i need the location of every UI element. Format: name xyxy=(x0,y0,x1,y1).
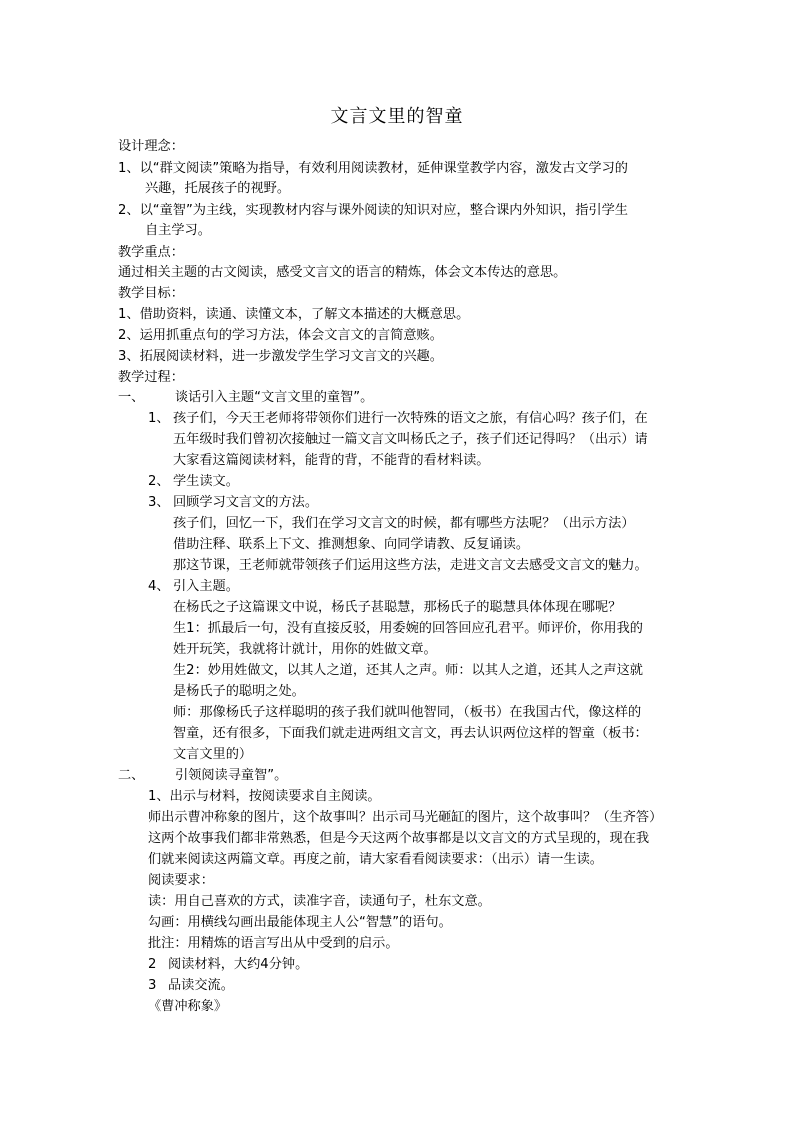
part-2-para-1: 师出示曹冲称象的图片，这个故事叫？出示司马光砸缸的图片，这个故事叫？（生齐答） xyxy=(148,810,663,825)
step-4-para-1: 在杨氏之子这篇课文中说，杨氏子甚聪慧，那杨氏子的聪慧具体体现在哪呢？ xyxy=(173,600,622,615)
text-title-cao-chong: 《曹冲称象》 xyxy=(148,999,228,1014)
step-1-text-cont-1: 五年级时我们曾初次接触过一篇文言文叫杨氏之子，孩子们还记得吗？（出示）请 xyxy=(173,432,648,447)
design-concept-item-2-cont: 自主学习。 xyxy=(145,223,211,238)
teaching-goal-2: 2、运用抓重点句的学习方法，体会文言文的言简意赅。 xyxy=(118,328,443,343)
step-4-teacher: 师：那像杨氏子这样聪明的孩子我们就叫他智同，（板书）在我国古代，像这样的 xyxy=(173,705,642,720)
step-3-para-1: 孩子们，回忆一下，我们在学习文言文的时候，都有哪些方法呢？（出示方法） xyxy=(173,516,635,531)
step-4-student-2: 生2：妙用姓做文，以其人之道，还其人之声。师：以其人之道，还其人之声这就 xyxy=(173,663,643,678)
step-3-para-2: 借助注释、联系上下文、推测想象、向同学请教、反复诵读。 xyxy=(173,537,530,552)
part-2-para-2: 这两个故事我们都非常熟悉，但是今天这两个故事都是以文言文的方式呈现的，现在我 xyxy=(148,831,650,846)
section-heading-teaching-goals: 教学目标： xyxy=(118,286,184,301)
section-heading-design-concept: 设计理念： xyxy=(118,139,184,154)
document-title: 文言文里的智童 xyxy=(330,106,464,127)
teaching-goal-1: 1、借助资料，读通、读懂文本，了解文本描述的大概意思。 xyxy=(118,307,470,322)
requirement-underline: 勾画：用横线勾画出最能体现主人公“智慧”的语句。 xyxy=(148,915,452,930)
section-heading-teaching-process: 教学过程： xyxy=(118,370,184,385)
process-part-1-number: 一、 xyxy=(118,390,145,405)
process-part-2-number: 二、 xyxy=(118,768,145,783)
part-2-para-3: 们就来阅读这两篇文章。再度之前，请大家看看阅读要求：（出示）请一生读。 xyxy=(148,852,603,867)
step-3-number: 3、 xyxy=(148,495,170,510)
requirement-annotate: 批注：用精炼的语言写出从中受到的启示。 xyxy=(148,936,399,951)
step-4-student-2-cont: 是杨氏子的聪明之处。 xyxy=(173,684,305,699)
step-2-number: 2、 xyxy=(148,474,170,489)
step-4-student-1: 生1：抓最后一句，没有直接反驳，用委婉的回答回应孔君平。师评价，你用我的 xyxy=(173,621,643,636)
step-1-text: 孩子们，今天王老师将带领你们进行一次特殊的语文之旅，有信心吗？孩子们，在 xyxy=(173,411,648,426)
design-concept-item-2: 2、以“童智”为主线，实现教材内容与课外阅读的知识对应，整合课内外知识，指引学生 xyxy=(118,203,628,218)
section-heading-teaching-focus: 教学重点： xyxy=(118,245,184,260)
step-4-teacher-cont-1: 智童，还有很多，下面我们就走进两组文言文，再去认识两位这样的智童（板书： xyxy=(173,726,648,741)
part-2-step-3-number: 3 xyxy=(148,978,157,993)
step-1-number: 1、 xyxy=(148,411,170,426)
process-part-2-heading: 引领阅读寻童智”。 xyxy=(175,768,288,783)
part-2-step-2-number: 2 xyxy=(148,957,157,972)
step-4-teacher-cont-2: 文言文里的） xyxy=(173,747,253,762)
part-2-step-3-text: 品读交流。 xyxy=(168,978,234,993)
step-3-text: 回顾学习文言文的方法。 xyxy=(173,495,319,510)
design-concept-item-1: 1、以“群文阅读”策略为指导，有效利用阅读教材，延伸课堂教学内容，激发古文学习的 xyxy=(118,161,628,176)
step-4-student-1-cont: 姓开玩笑，我就将计就计，用你的姓做文章。 xyxy=(173,642,437,657)
step-4-number: 4、 xyxy=(148,579,170,594)
step-3-para-3: 那这节课，王老师就带领孩子们运用这些方法，走进文言文去感受文言文的魅力。 xyxy=(173,558,648,573)
step-2-text: 学生读文。 xyxy=(173,474,239,489)
design-concept-item-1-cont: 兴趣，托展孩子的视野。 xyxy=(145,181,291,196)
teaching-goal-3: 3、拓展阅读材料，进一步激发学生学习文言文的兴趣。 xyxy=(118,349,443,364)
part-2-step-1: 1、出示与材料，按阅读要求自主阅读。 xyxy=(148,789,381,804)
step-1-text-cont-2: 大家看这篇阅读材料，能背的背，不能背的看材料读。 xyxy=(173,453,490,468)
reading-requirements-heading: 阅读要求： xyxy=(148,873,214,888)
part-2-step-2-text: 阅读材料，大约4分钟。 xyxy=(168,957,309,972)
process-part-1-heading: 谈话引入主题“文言文里的童智”。 xyxy=(175,390,374,405)
requirement-read: 读：用自己喜欢的方式，读准字音，读通句子，杜东文意。 xyxy=(148,894,491,909)
teaching-focus-text: 通过相关主题的古文阅读，感受文言文的语言的精炼，体会文本传达的意思。 xyxy=(118,265,567,280)
step-4-text: 引入主题。 xyxy=(173,579,239,594)
